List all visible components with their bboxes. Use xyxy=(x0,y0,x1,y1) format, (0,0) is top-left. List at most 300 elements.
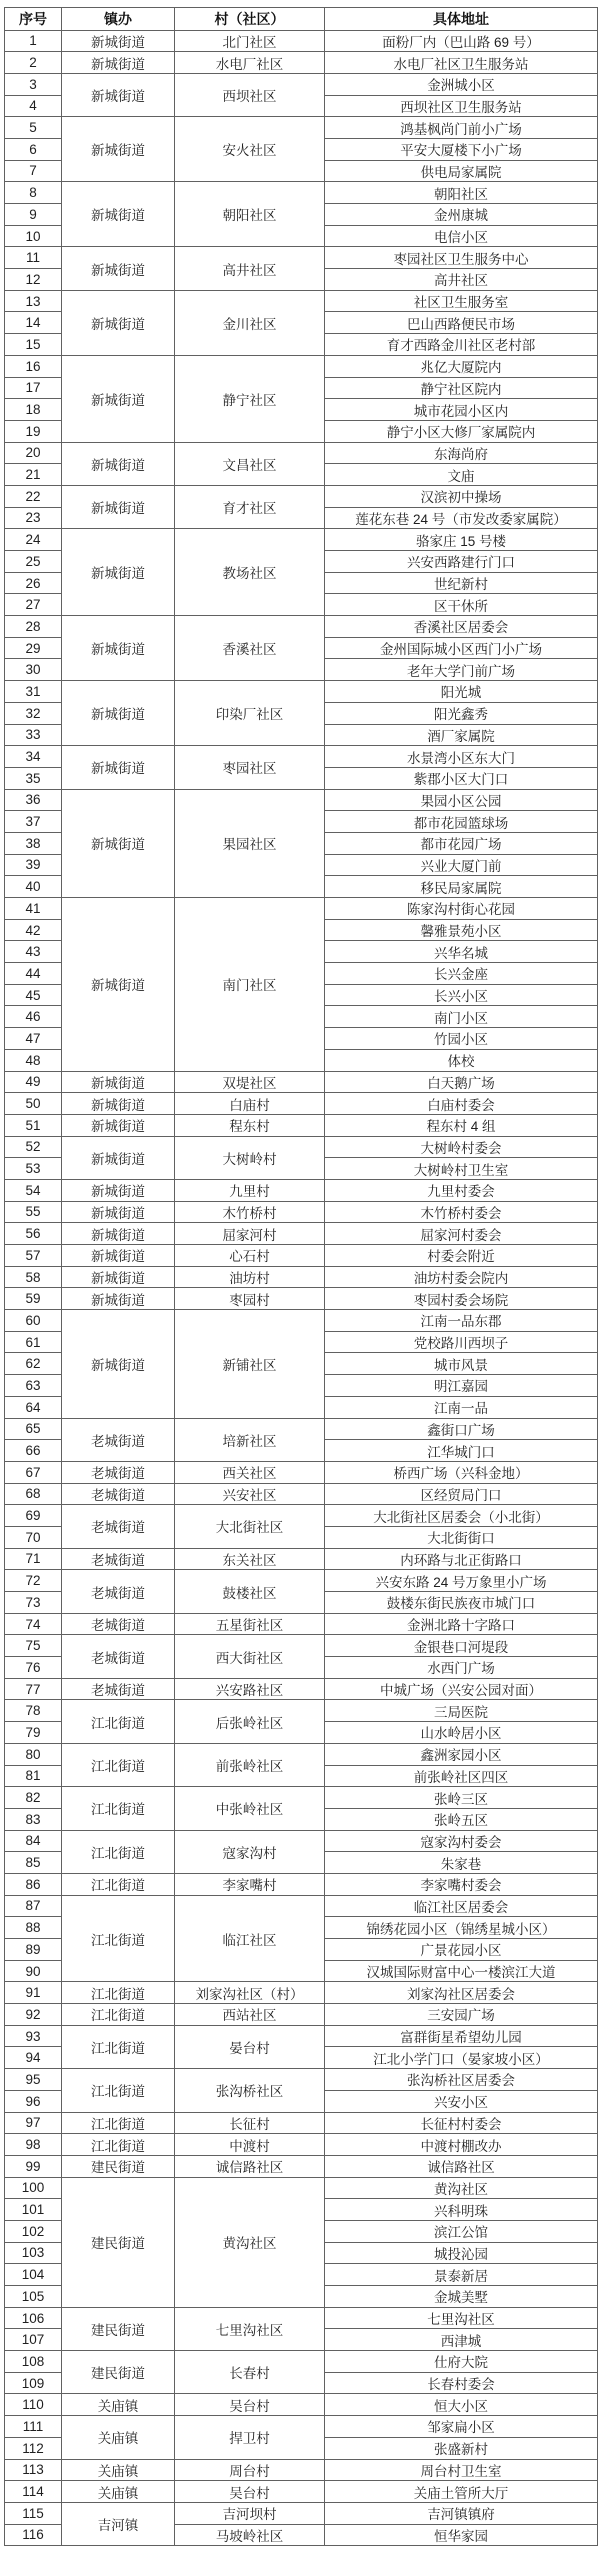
address-cell: 大树岭村委会 xyxy=(325,1136,598,1158)
town-cell: 关庙镇 xyxy=(62,2416,175,2459)
village-cell: 西站社区 xyxy=(175,2004,325,2026)
address-cell: 区干休所 xyxy=(325,594,598,616)
row-number-cell: 101 xyxy=(5,2199,62,2221)
row-number-cell: 95 xyxy=(5,2069,62,2091)
village-cell: 水电厂社区 xyxy=(175,52,325,74)
address-cell: 张岭五区 xyxy=(325,1808,598,1830)
village-cell: 吉河坝村 xyxy=(175,2502,325,2524)
village-cell: 五星街社区 xyxy=(175,1613,325,1635)
address-cell: 恒大小区 xyxy=(325,2394,598,2416)
row-number-cell: 24 xyxy=(5,529,62,551)
row-number-cell: 32 xyxy=(5,702,62,724)
address-cell: 枣园村委会场院 xyxy=(325,1288,598,1310)
town-cell: 老城街道 xyxy=(62,1570,175,1613)
row-number-cell: 61 xyxy=(5,1331,62,1353)
row-number-cell: 116 xyxy=(5,2524,62,2546)
village-cell: 白庙村 xyxy=(175,1093,325,1115)
address-cell: 金洲北路十字路口 xyxy=(325,1613,598,1635)
row-number-cell: 10 xyxy=(5,225,62,247)
address-cell: 金州康城 xyxy=(325,204,598,226)
village-cell: 捍卫村 xyxy=(175,2416,325,2459)
address-cell: 中城广场（兴安公园对面） xyxy=(325,1678,598,1700)
row-number-cell: 29 xyxy=(5,637,62,659)
address-cell: 金城美墅 xyxy=(325,2286,598,2308)
address-cell: 鑫街口广场 xyxy=(325,1418,598,1440)
town-cell: 江北街道 xyxy=(62,1830,175,1873)
row-number-cell: 27 xyxy=(5,594,62,616)
village-cell: 印染厂社区 xyxy=(175,681,325,746)
address-cell: 仕府大院 xyxy=(325,2351,598,2373)
table-row xyxy=(5,1635,598,1657)
row-number-cell: 7 xyxy=(5,160,62,182)
town-cell: 江北街道 xyxy=(62,1743,175,1786)
village-cell: 晏台村 xyxy=(175,2025,325,2068)
village-cell: 长春村 xyxy=(175,2351,325,2394)
row-number-cell: 111 xyxy=(5,2416,62,2438)
address-cell: 周台村卫生室 xyxy=(325,2459,598,2481)
table-row xyxy=(5,1310,598,1332)
town-cell: 老城街道 xyxy=(62,1505,175,1548)
town-cell: 关庙镇 xyxy=(62,2459,175,2481)
address-cell: 景泰新居 xyxy=(325,2264,598,2286)
address-cell: 恒华家园 xyxy=(325,2524,598,2546)
village-cell: 安火社区 xyxy=(175,117,325,182)
row-number-cell: 40 xyxy=(5,876,62,898)
address-cell: 南门小区 xyxy=(325,1006,598,1028)
village-cell: 七里沟社区 xyxy=(175,2307,325,2350)
address-cell: 巴山西路便民市场 xyxy=(325,312,598,334)
table-row xyxy=(5,1787,598,1809)
row-number-cell: 102 xyxy=(5,2220,62,2242)
address-cell: 江华城门口 xyxy=(325,1440,598,1462)
town-cell: 江北街道 xyxy=(62,2004,175,2026)
table-row xyxy=(5,616,598,638)
row-number-cell: 107 xyxy=(5,2329,62,2351)
table-row xyxy=(5,2394,598,2416)
row-number-cell: 81 xyxy=(5,1765,62,1787)
row-number-cell: 50 xyxy=(5,1093,62,1115)
table-row xyxy=(5,182,598,204)
row-number-cell: 65 xyxy=(5,1418,62,1440)
row-number-cell: 19 xyxy=(5,420,62,442)
address-cell: 体校 xyxy=(325,1049,598,1071)
address-cell: 鼓楼东街民族夜市城门口 xyxy=(325,1592,598,1614)
row-number-cell: 48 xyxy=(5,1049,62,1071)
table-row xyxy=(5,247,598,269)
town-cell: 新城街道 xyxy=(62,529,175,616)
table-row xyxy=(5,2351,598,2373)
row-number-cell: 39 xyxy=(5,854,62,876)
row-number-cell: 93 xyxy=(5,2025,62,2047)
village-cell: 刘家沟社区（村） xyxy=(175,1982,325,2004)
row-number-cell: 71 xyxy=(5,1548,62,1570)
village-cell: 高井社区 xyxy=(175,247,325,290)
table-row xyxy=(5,1830,598,1852)
table-row xyxy=(5,1093,598,1115)
row-number-cell: 108 xyxy=(5,2351,62,2373)
address-cell: 面粉厂内（巴山路 69 号） xyxy=(325,30,598,52)
row-number-cell: 106 xyxy=(5,2307,62,2329)
address-cell: 水电厂社区卫生服务站 xyxy=(325,52,598,74)
row-number-cell: 62 xyxy=(5,1353,62,1375)
village-cell: 程东村 xyxy=(175,1114,325,1136)
row-number-cell: 4 xyxy=(5,95,62,117)
row-number-cell: 17 xyxy=(5,377,62,399)
table-row xyxy=(5,117,598,139)
town-cell: 新城街道 xyxy=(62,616,175,681)
table-row xyxy=(5,2155,598,2177)
village-cell: 油坊村 xyxy=(175,1266,325,1288)
village-cell: 朝阳社区 xyxy=(175,182,325,247)
address-cell: 水西门广场 xyxy=(325,1657,598,1679)
address-cell: 文庙 xyxy=(325,464,598,486)
table-row xyxy=(5,1179,598,1201)
address-cell: 江北小学门口（晏家坡小区） xyxy=(325,2047,598,2069)
address-cell: 临江社区居委会 xyxy=(325,1895,598,1917)
row-number-cell: 45 xyxy=(5,984,62,1006)
table-row xyxy=(5,355,598,377)
address-cell: 山水岭居小区 xyxy=(325,1722,598,1744)
town-cell: 新城街道 xyxy=(62,1093,175,1115)
row-number-cell: 13 xyxy=(5,290,62,312)
village-cell: 李家嘴村 xyxy=(175,1873,325,1895)
address-cell: 老年大学门前广场 xyxy=(325,659,598,681)
village-cell: 黄沟社区 xyxy=(175,2177,325,2307)
row-number-cell: 83 xyxy=(5,1808,62,1830)
address-cell: 都市花园广场 xyxy=(325,832,598,854)
table-row xyxy=(5,1114,598,1136)
table-row xyxy=(5,1548,598,1570)
row-number-cell: 42 xyxy=(5,919,62,941)
row-number-cell: 82 xyxy=(5,1787,62,1809)
table-row xyxy=(5,1570,598,1592)
address-cell: 骆家庄 15 号楼 xyxy=(325,529,598,551)
row-number-cell: 26 xyxy=(5,572,62,594)
row-number-cell: 49 xyxy=(5,1071,62,1093)
row-number-cell: 33 xyxy=(5,724,62,746)
town-cell: 新城街道 xyxy=(62,30,175,52)
row-number-cell: 14 xyxy=(5,312,62,334)
address-cell: 城投沁园 xyxy=(325,2242,598,2264)
address-cell: 社区卫生服务室 xyxy=(325,290,598,312)
address-cell: 内环路与北正街路口 xyxy=(325,1548,598,1570)
table-row xyxy=(5,2025,598,2047)
table-row xyxy=(5,2112,598,2134)
row-number-cell: 90 xyxy=(5,1960,62,1982)
table-row xyxy=(5,485,598,507)
village-cell: 南门社区 xyxy=(175,898,325,1072)
town-cell: 建民街道 xyxy=(62,2155,175,2177)
address-cell: 党校路川西坝子 xyxy=(325,1331,598,1353)
row-number-cell: 43 xyxy=(5,941,62,963)
town-cell: 老城街道 xyxy=(62,1613,175,1635)
row-number-cell: 74 xyxy=(5,1613,62,1635)
address-cell: 金银巷口河堤段 xyxy=(325,1635,598,1657)
col-header-village: 村（社区） xyxy=(175,8,325,31)
row-number-cell: 92 xyxy=(5,2004,62,2026)
address-cell: 富群街星希望幼儿园 xyxy=(325,2025,598,2047)
row-number-cell: 80 xyxy=(5,1743,62,1765)
address-cell: 吉河镇镇府 xyxy=(325,2502,598,2524)
table-row xyxy=(5,2481,598,2503)
town-cell: 新城街道 xyxy=(62,1223,175,1245)
village-cell: 枣园村 xyxy=(175,1288,325,1310)
address-cell: 水景湾小区东大门 xyxy=(325,746,598,768)
table-row xyxy=(5,1700,598,1722)
town-cell: 建民街道 xyxy=(62,2177,175,2307)
address-cell: 西坝社区卫生服务站 xyxy=(325,95,598,117)
row-number-cell: 84 xyxy=(5,1830,62,1852)
table-row xyxy=(5,1418,598,1440)
village-cell: 木竹桥村 xyxy=(175,1201,325,1223)
village-cell: 大树岭村 xyxy=(175,1136,325,1179)
village-cell: 九里村 xyxy=(175,1179,325,1201)
address-cell: 静宁社区院内 xyxy=(325,377,598,399)
address-cell: 木竹桥村委会 xyxy=(325,1201,598,1223)
row-number-cell: 25 xyxy=(5,551,62,573)
town-cell: 新城街道 xyxy=(62,290,175,355)
address-cell: 中渡村棚改办 xyxy=(325,2134,598,2156)
town-cell: 新城街道 xyxy=(62,442,175,485)
row-number-cell: 1 xyxy=(5,30,62,52)
row-number-cell: 99 xyxy=(5,2155,62,2177)
village-cell: 金川社区 xyxy=(175,290,325,355)
village-cell: 心石村 xyxy=(175,1245,325,1267)
row-number-cell: 97 xyxy=(5,2112,62,2134)
address-cell: 广景花园小区 xyxy=(325,1939,598,1961)
row-number-cell: 109 xyxy=(5,2372,62,2394)
row-number-cell: 98 xyxy=(5,2134,62,2156)
address-cell: 朱家巷 xyxy=(325,1852,598,1874)
village-cell: 中渡村 xyxy=(175,2134,325,2156)
address-cell: 屈家河村委会 xyxy=(325,1223,598,1245)
row-number-cell: 56 xyxy=(5,1223,62,1245)
row-number-cell: 112 xyxy=(5,2437,62,2459)
locations-table xyxy=(4,7,598,2546)
address-cell: 电信小区 xyxy=(325,225,598,247)
row-number-cell: 21 xyxy=(5,464,62,486)
address-cell: 鸿基枫尚门前小广场 xyxy=(325,117,598,139)
address-cell: 油坊村委会院内 xyxy=(325,1266,598,1288)
row-number-cell: 54 xyxy=(5,1179,62,1201)
town-cell: 江北街道 xyxy=(62,2134,175,2156)
village-cell: 大北街社区 xyxy=(175,1505,325,1548)
row-number-cell: 59 xyxy=(5,1288,62,1310)
address-cell: 莲花东巷 24 号（市发改委家属院） xyxy=(325,507,598,529)
row-number-cell: 28 xyxy=(5,616,62,638)
address-cell: 滨江公馆 xyxy=(325,2220,598,2242)
town-cell: 新城街道 xyxy=(62,1266,175,1288)
row-number-cell: 30 xyxy=(5,659,62,681)
address-cell: 静宁小区大修厂家属院内 xyxy=(325,420,598,442)
row-number-cell: 100 xyxy=(5,2177,62,2199)
row-number-cell: 52 xyxy=(5,1136,62,1158)
address-cell: 兴安小区 xyxy=(325,2090,598,2112)
address-cell: 金洲城小区 xyxy=(325,73,598,95)
table-row xyxy=(5,746,598,768)
table-row xyxy=(5,2459,598,2481)
table-row xyxy=(5,1743,598,1765)
address-cell: 城市花园小区内 xyxy=(325,399,598,421)
table-row xyxy=(5,1678,598,1700)
village-cell: 东关社区 xyxy=(175,1548,325,1570)
village-cell: 双堤社区 xyxy=(175,1071,325,1093)
table-row xyxy=(5,73,598,95)
table-row xyxy=(5,1266,598,1288)
address-cell: 移民局家属院 xyxy=(325,876,598,898)
header-row xyxy=(5,8,598,31)
address-cell: 馨雅景苑小区 xyxy=(325,919,598,941)
village-cell: 北门社区 xyxy=(175,30,325,52)
address-cell: 兴安东路 24 号万象里小广场 xyxy=(325,1570,598,1592)
town-cell: 老城街道 xyxy=(62,1418,175,1461)
town-cell: 新城街道 xyxy=(62,73,175,116)
address-cell: 三安园广场 xyxy=(325,2004,598,2026)
row-number-cell: 114 xyxy=(5,2481,62,2503)
address-cell: 张盛新村 xyxy=(325,2437,598,2459)
row-number-cell: 34 xyxy=(5,746,62,768)
table-row xyxy=(5,681,598,703)
row-number-cell: 72 xyxy=(5,1570,62,1592)
row-number-cell: 51 xyxy=(5,1114,62,1136)
village-cell: 鼓楼社区 xyxy=(175,1570,325,1613)
row-number-cell: 66 xyxy=(5,1440,62,1462)
row-number-cell: 46 xyxy=(5,1006,62,1028)
town-cell: 新城街道 xyxy=(62,1245,175,1267)
table-row xyxy=(5,1245,598,1267)
village-cell: 培新社区 xyxy=(175,1418,325,1461)
address-cell: 兴华名城 xyxy=(325,941,598,963)
town-cell: 江北街道 xyxy=(62,1895,175,1982)
row-number-cell: 38 xyxy=(5,832,62,854)
table-row xyxy=(5,1873,598,1895)
table-row xyxy=(5,1136,598,1158)
row-number-cell: 87 xyxy=(5,1895,62,1917)
table-row xyxy=(5,30,598,52)
address-cell: 大树岭村卫生室 xyxy=(325,1158,598,1180)
row-number-cell: 57 xyxy=(5,1245,62,1267)
village-cell: 张沟桥社区 xyxy=(175,2069,325,2112)
address-cell: 九里村委会 xyxy=(325,1179,598,1201)
row-number-cell: 103 xyxy=(5,2242,62,2264)
address-cell: 世纪新村 xyxy=(325,572,598,594)
table-row xyxy=(5,1071,598,1093)
row-number-cell: 104 xyxy=(5,2264,62,2286)
village-cell: 文昌社区 xyxy=(175,442,325,485)
table-row xyxy=(5,290,598,312)
address-cell: 兴科明珠 xyxy=(325,2199,598,2221)
row-number-cell: 115 xyxy=(5,2502,62,2524)
town-cell: 新城街道 xyxy=(62,247,175,290)
address-cell: 关庙土管所大厅 xyxy=(325,2481,598,2503)
town-cell: 建民街道 xyxy=(62,2307,175,2350)
town-cell: 新城街道 xyxy=(62,355,175,442)
town-cell: 新城街道 xyxy=(62,1071,175,1093)
town-cell: 新城街道 xyxy=(62,1201,175,1223)
table-row xyxy=(5,2004,598,2026)
address-cell: 锦绣花园小区（锦绣星城小区） xyxy=(325,1917,598,1939)
village-cell: 中张岭社区 xyxy=(175,1787,325,1830)
address-cell: 平安大厦楼下小广场 xyxy=(325,138,598,160)
address-cell: 长征村村委会 xyxy=(325,2112,598,2134)
village-cell: 果园社区 xyxy=(175,789,325,897)
town-cell: 新城街道 xyxy=(62,1136,175,1179)
row-number-cell: 8 xyxy=(5,182,62,204)
row-number-cell: 41 xyxy=(5,898,62,920)
address-cell: 城市风景 xyxy=(325,1353,598,1375)
village-cell: 吴台村 xyxy=(175,2394,325,2416)
address-cell: 汉城国际财富中心一楼滨江大道 xyxy=(325,1960,598,1982)
town-cell: 关庙镇 xyxy=(62,2481,175,2503)
town-cell: 关庙镇 xyxy=(62,2394,175,2416)
town-cell: 江北街道 xyxy=(62,2025,175,2068)
address-cell: 桥西广场（兴科金地） xyxy=(325,1461,598,1483)
address-cell: 兴安西路建行门口 xyxy=(325,551,598,573)
row-number-cell: 16 xyxy=(5,355,62,377)
town-cell: 新城街道 xyxy=(62,1114,175,1136)
village-cell: 西大街社区 xyxy=(175,1635,325,1678)
row-number-cell: 47 xyxy=(5,1028,62,1050)
row-number-cell: 94 xyxy=(5,2047,62,2069)
row-number-cell: 96 xyxy=(5,2090,62,2112)
table-row xyxy=(5,1461,598,1483)
address-cell: 寇家沟村委会 xyxy=(325,1830,598,1852)
table-row xyxy=(5,1483,598,1505)
address-cell: 西津城 xyxy=(325,2329,598,2351)
village-cell: 新铺社区 xyxy=(175,1310,325,1418)
address-cell: 枣园社区卫生服务中心 xyxy=(325,247,598,269)
row-number-cell: 70 xyxy=(5,1526,62,1548)
address-cell: 竹园小区 xyxy=(325,1028,598,1050)
table-row xyxy=(5,1223,598,1245)
town-cell: 新城街道 xyxy=(62,681,175,746)
town-cell: 新城街道 xyxy=(62,789,175,897)
table-row xyxy=(5,442,598,464)
table-row xyxy=(5,1201,598,1223)
table-row xyxy=(5,52,598,74)
village-cell: 兴安路社区 xyxy=(175,1678,325,1700)
address-cell: 长兴小区 xyxy=(325,984,598,1006)
table-row xyxy=(5,2416,598,2438)
table-row xyxy=(5,1288,598,1310)
address-cell: 大北街社区居委会（小北街） xyxy=(325,1505,598,1527)
village-cell: 育才社区 xyxy=(175,485,325,528)
row-number-cell: 37 xyxy=(5,811,62,833)
town-cell: 江北街道 xyxy=(62,2069,175,2112)
village-cell: 兴安社区 xyxy=(175,1483,325,1505)
row-number-cell: 12 xyxy=(5,269,62,291)
row-number-cell: 78 xyxy=(5,1700,62,1722)
village-cell: 周台村 xyxy=(175,2459,325,2481)
address-cell: 果园小区公园 xyxy=(325,789,598,811)
table-row xyxy=(5,2502,598,2524)
row-number-cell: 22 xyxy=(5,485,62,507)
town-cell: 新城街道 xyxy=(62,746,175,789)
address-cell: 江南一品 xyxy=(325,1396,598,1418)
address-cell: 前张岭社区四区 xyxy=(325,1765,598,1787)
town-cell: 新城街道 xyxy=(62,1310,175,1418)
address-cell: 陈家沟村街心花园 xyxy=(325,898,598,920)
table-row xyxy=(5,898,598,920)
row-number-cell: 73 xyxy=(5,1592,62,1614)
table-row xyxy=(5,2134,598,2156)
col-header-town: 镇办 xyxy=(62,8,175,31)
town-cell: 新城街道 xyxy=(62,485,175,528)
row-number-cell: 89 xyxy=(5,1939,62,1961)
village-cell: 临江社区 xyxy=(175,1895,325,1982)
village-cell: 西坝社区 xyxy=(175,73,325,116)
row-number-cell: 20 xyxy=(5,442,62,464)
